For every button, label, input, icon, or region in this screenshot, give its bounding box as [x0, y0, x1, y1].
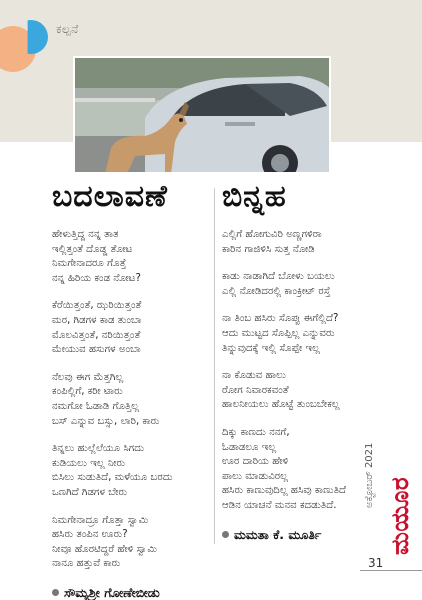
stanza: [222, 270, 388, 299]
stanza: [222, 312, 388, 356]
issue-date: ಅಕ್ಟೋಬರ್ 2021: [364, 442, 375, 508]
stanza: [222, 369, 388, 413]
footer-rule: [360, 570, 422, 571]
poem-line: ಆಡಿನ ಯಾಚನೆ ಮನವ ಕದಡುತಿದೆ.: [222, 499, 337, 511]
poem-line: ನಿಮಗೇನಾದ್ರೂ ಗೊತ್ತಾ ಸ್ವಾಮಿ: [52, 514, 149, 526]
poem-line: ನಾ ಕೊಡುವ ಹಾಲು: [222, 370, 286, 382]
poem-line: ನಮಗೋ ಓಡಾಡಿ ಗೊತ್ತಿಲ್ಲ: [52, 400, 140, 412]
stanza: [52, 228, 207, 286]
stanza: [52, 442, 207, 500]
poem-line: ನಿಮಗೇನಾದರೂ ಗೊತ್ತೆ: [52, 258, 127, 270]
poem-title-right: ಬಿನ್ನಹ: [222, 179, 287, 214]
poem-line: ತಿನ್ನುವುದಕ್ಕೆ ಇಲ್ಲಿ ಸೊಪ್ಪೇ ಇಲ್ಲ: [222, 342, 320, 354]
poem-line: ಎಲ್ಲಿ ನೋಡಿದರಲ್ಲಿ ಕಾಂಕ್ರೀಟ್ ರಸ್ತೆ: [222, 285, 331, 297]
stanza: [52, 299, 207, 357]
poem-line: ರೋಗ ನಿವಾರಕವಂತೆ: [222, 384, 289, 396]
poem-line: ದಿಕ್ಕು ಕಾಣದು ನನಗೆ,: [222, 426, 290, 438]
poem-line: ಇಲ್ಲಿತ್ತಂತೆ ದೊಡ್ಡ ತೋಟ: [52, 243, 133, 255]
poem-left: [52, 180, 207, 600]
page-number: 31: [368, 556, 384, 570]
poem-line: ಹಸಿರು ಕಾಣುವುದಿಲ್ಲ ಹಸಿವು ಕಾಣುತಿದೆ: [222, 485, 346, 497]
poem-line: ಮರ, ಗಿಡಗಳ ಕಾಡ ತುಂಬಾ: [52, 314, 142, 326]
poem-line: ಹೇಳುತ್ತಿದ್ದ ನನ್ನ ತಾತ: [52, 229, 119, 240]
poem-line: ಆದು ಮುಟ್ಟದ ಸೊಪ್ಪಿಲ್ಲ ಎನ್ನುವರು: [222, 327, 335, 339]
goat-car-photo: [73, 56, 331, 174]
column-divider: [214, 188, 215, 544]
poem-line: ಕುಡಿಯಲು ಇಲ್ಲ ನೀರು: [52, 457, 126, 469]
bullet-icon: [222, 531, 229, 538]
poem-line: ಎಲ್ಲಿಗೆ ಹೋಗುವಿರಿ ಅಣ್ಣಗಳಿರಾ: [222, 229, 322, 240]
author-name: ಮಮತಾ ಕೆ. ಮೂರ್ತಿ: [234, 526, 322, 542]
poem-line: ಬಸ್ ಎನ್ನುವ ಬಸ್ಸು, ಲಾರಿ, ಕಾರು: [52, 415, 160, 427]
stanza: [52, 371, 207, 429]
poem-line: ನಾ ತಿಂಬ ಹಸಿರು ಸೊಪ್ಪು ಈಗೆಲ್ಲಿದೆ?: [222, 313, 339, 325]
photo-illustration: [75, 58, 331, 174]
poem-line: ಹಸಿರು ತಂಪಿನ ಊರು?: [52, 529, 128, 541]
author-name: ಸೌಮ್ಯಶ್ರೀ ಗೋಣೇಬೀಡು: [64, 584, 160, 600]
poem-line: ಓಡಾಡಲೂ ಇಲ್ಲ: [222, 441, 277, 453]
author-right: [222, 527, 388, 543]
poem-line: ತಿನ್ನಲು ಹುಲ್ಲೆಲೆಯೂ ಸಿಗದು: [52, 443, 145, 455]
poem-line: ಬಿಸಿಲು ಸುಡುತಿದೆ, ಮಳೆಯೂ ಬರದು: [52, 472, 173, 484]
poem-line: ಕೆರೆಯಿತ್ತಂತೆ, ಝರಿಯಿತ್ತಂತೆ: [52, 300, 142, 312]
poem-line: ಮೊಲವಿತ್ತಂತೆ, ನರಿಯಿತ್ತಂತೆ: [52, 329, 141, 341]
stanza: [52, 514, 207, 572]
bullet-icon: [52, 589, 59, 596]
poem-line: ಊರ ದಾರಿಯ ಹೇಳಿ: [222, 456, 289, 468]
poem-line: ನೆಲವು ಈಗ ಮೆತ್ತಗಿಲ್ಲ: [52, 371, 124, 383]
poem-line: ಪಾಲು ಮಾಡುವಿರಲ್ಲ: [222, 470, 288, 482]
section-label: ಕಲ್ಪನೆ: [56, 22, 79, 36]
poem-line: ಕಾರಿನ ಗಾಜಿಳಿಸಿ ಸುತ್ತ ನೋಡಿ: [222, 243, 315, 255]
poem-line: ನಾನೂ ಹತ್ತುವೆ ಕಾರು: [52, 558, 121, 570]
poem-line: ಒಣಗಿದೆ ಗಿಡಗಳ ಬೇರು: [52, 486, 128, 498]
poem-line: ಕಾಡು ನಾಡಾಗಿದೆ ಬೋಳು ಬಯಲು: [222, 271, 335, 283]
author-left: [52, 585, 207, 600]
poem-line: ಹಾಲನೀಯಲು ಹೊಟ್ಟೆ ತುಂಬಬೇಕಲ್ಲ: [222, 399, 340, 411]
poem-line: ನೀವೂ ಹೊರಟಿದ್ದರೆ ಹೇಳಿ ಸ್ವಾಮಿ: [52, 543, 158, 555]
poem-line: ಮೇಯುವ ಹಸುಗಳ ಅಂಬಾ: [52, 344, 141, 356]
magazine-name: ಮಯೂರ: [386, 476, 414, 555]
stanza: [222, 228, 388, 257]
poem-title-left: ಬದಲಾವಣೆ: [52, 179, 168, 214]
poem-line: ಕಂಪಿಲ್ಲಿಗೆ, ಕರೀ ಟಾರು: [52, 386, 123, 398]
poem-line: ನನ್ನ ಹಿರಿಯ ಕಂಡ ನೋಟ?: [52, 272, 141, 284]
